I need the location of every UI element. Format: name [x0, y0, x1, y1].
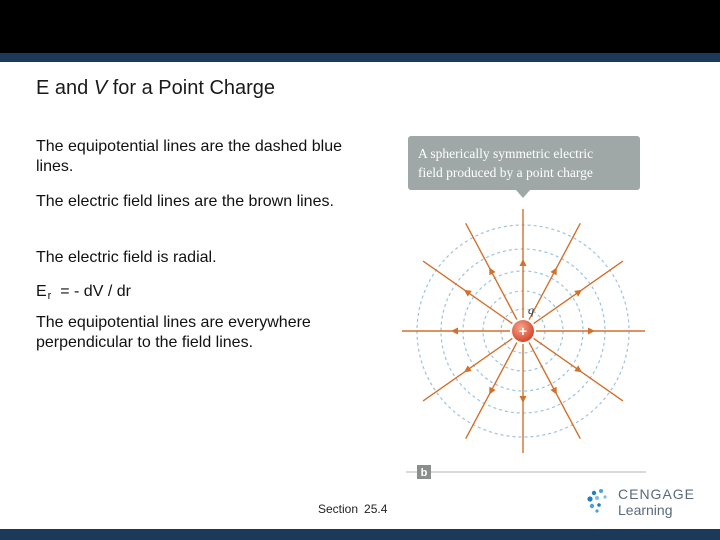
field-arrowhead-3 — [574, 290, 582, 297]
field-arrowhead-10 — [451, 328, 458, 335]
field-arrowhead-9 — [464, 365, 472, 372]
field-arrowhead-5 — [574, 365, 582, 372]
point-charge-field-diagram — [402, 130, 650, 482]
field-arrowhead-7 — [520, 396, 527, 403]
field-arrowhead-1 — [520, 259, 527, 266]
charge-label: q — [528, 303, 534, 317]
footer-section: Section 25.4 — [318, 502, 388, 516]
paragraph-perpendicular: The equipotential lines are everywhere perpendicular to the field lines. — [36, 314, 311, 351]
callout-line-1: A spherically symmetric electric — [418, 146, 594, 161]
paragraph-radial: The electric field is radial. — [36, 249, 217, 266]
header-accent-stripe — [0, 53, 720, 62]
equation: $E_r$ = - dV / dr — [36, 283, 131, 302]
logo-dots-icon — [586, 486, 616, 516]
paragraph-equipotential: The equipotential lines are the dashed blue lines. — [36, 138, 342, 175]
slide-title: E and V for a Point Charge — [36, 77, 276, 99]
bottom-bar — [0, 529, 720, 540]
field-arrowhead-4 — [588, 328, 595, 335]
cengage-logo — [586, 484, 696, 520]
charge-sign: + — [518, 323, 528, 339]
logo-text-learning: Learning — [618, 502, 673, 518]
figure-panel-label: b — [420, 467, 428, 479]
paragraph-field-lines: The electric field lines are the brown lines. — [36, 193, 334, 210]
field-arrowhead-11 — [464, 290, 472, 297]
logo-text-cengage: CENGAGE — [618, 486, 696, 502]
top-header-bar — [0, 0, 720, 53]
callout-line-2: field produced by a point charge — [418, 165, 593, 180]
callout-box — [408, 136, 640, 198]
